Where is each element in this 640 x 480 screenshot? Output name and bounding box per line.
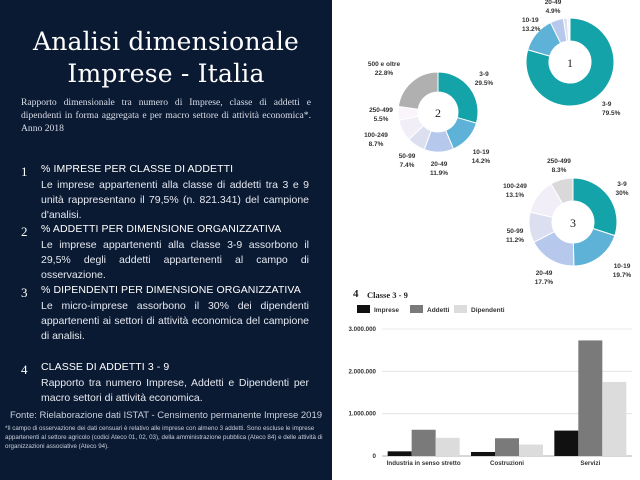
- slice-value: 8.3%: [551, 167, 567, 174]
- slice-value: 29.5%: [474, 80, 494, 87]
- slice-value: 8.7%: [368, 141, 384, 148]
- slice-value: 17.7%: [534, 279, 554, 286]
- slice-value: 19.7%: [612, 272, 632, 279]
- bar-chart-title: Classe 3 - 9: [367, 290, 408, 300]
- bar-chart-number: 4: [353, 288, 359, 300]
- legend-swatch: [410, 305, 423, 313]
- section-body: Le micro-imprese assorbono il 30% dei dipendenti appartenenti ai settori di attività economica del campione di analisi.: [41, 300, 309, 342]
- bar-chart: [332, 300, 640, 470]
- bar-addetti: [412, 430, 436, 456]
- donut-number: 2: [435, 106, 441, 120]
- legend-label: Dipendenti: [471, 307, 505, 314]
- slice-value: 22.8%: [374, 70, 394, 77]
- slice-label: 20-49: [430, 161, 448, 168]
- slice-value: 11.9%: [429, 170, 449, 177]
- chart-legend: [357, 305, 505, 314]
- donut-charts: [332, 0, 640, 290]
- slice-value: 14.2%: [471, 158, 491, 165]
- bar-dipendenti: [602, 382, 626, 456]
- legend-swatch: [454, 305, 467, 313]
- y-tick-label: 3.000.000: [348, 326, 376, 333]
- x-tick-label: Industria in senso stretto: [386, 460, 461, 467]
- slice-label: 100-249: [364, 132, 388, 139]
- y-tick-label: 2.000.000: [348, 368, 376, 376]
- bar-imprese: [471, 452, 495, 456]
- legend-label: Imprese: [374, 307, 399, 314]
- slice-value: 5.5%: [373, 116, 389, 123]
- footnote: *Il campo di osservazione dei dati censuari è relativo alle imprese con almeno 3 addetti. Sono escluse le imprese appartenenti al settore agricolo (codici Ateco 01, 02, 03), della amministrazione pubblica (Ateco 84) e delle attività di organizzazioni associative (Ateco 94).: [5, 425, 323, 450]
- slice-value: 30%: [615, 190, 629, 197]
- bar-addetti: [578, 340, 602, 456]
- donut-number: 1: [567, 56, 573, 70]
- x-tick-label: Costruzioni: [489, 460, 525, 467]
- section-heading: % IMPRESE PER CLASSE DI ADDETTI: [41, 163, 234, 175]
- donut-chart-3: [503, 158, 631, 286]
- slice-value: 4.9%: [545, 8, 561, 15]
- slice-label: 10-19: [613, 263, 631, 270]
- bar-imprese: [388, 451, 412, 456]
- slice-value: 79.5%: [602, 110, 621, 117]
- slice-label: 250-499: [547, 158, 571, 165]
- legend-label: Addetti: [427, 307, 450, 314]
- section-heading: CLASSE DI ADDETTI 3 - 9: [41, 361, 170, 373]
- bar-dipendenti: [436, 438, 460, 456]
- section-number: 4: [21, 362, 28, 377]
- slice-label: 500 e oltre: [367, 61, 401, 68]
- slice-value: 13.1%: [505, 192, 525, 199]
- slice-label: 3-9: [602, 101, 612, 108]
- slice-label: 20-49: [544, 0, 562, 6]
- section-number: 2: [21, 224, 28, 239]
- slice-label: 10-19: [522, 17, 539, 24]
- y-tick-label: 1.000.000: [348, 410, 376, 418]
- page-title-line2: Imprese - Italia: [67, 59, 265, 88]
- donut-chart-1: [522, 0, 621, 117]
- slice-label: 250-499: [369, 107, 393, 114]
- slice-label: 10-19: [472, 149, 490, 156]
- slice-label: 3-9: [479, 71, 489, 78]
- slice-label: 20-49: [535, 270, 553, 277]
- legend-swatch: [357, 305, 370, 313]
- bar-addetti: [495, 438, 519, 456]
- slice-label: 50-99: [398, 153, 416, 160]
- x-tick-label: Servizi: [580, 460, 601, 467]
- section-heading: % ADDETTI PER DIMENSIONE ORGANIZZATIVA: [41, 223, 282, 235]
- slice-value: 13.2%: [522, 26, 541, 33]
- slice-label: 3-9: [617, 181, 627, 188]
- subtitle: Rapporto dimensionale tra numero di Imprese, classe di addetti e dipendenti in forma aggregata e per macro settore di attività economica*. Anno 2018: [21, 97, 311, 134]
- section-heading: % DIPENDENTI PER DIMENSIONE ORGANIZZATIVA: [41, 284, 301, 296]
- section-body: Le imprese appartenenti alla classe 3-9 assorbono il 29,5% degli addetti appartenenti al campo di osservazione.: [41, 239, 309, 281]
- section-body: Le imprese appartenenti alla classe di addetti tra 3 e 9 unità rappresentano il 79,5% (n. 821.341) del campione d'analisi.: [41, 179, 309, 221]
- section-body: Rapporto tra numero Imprese, Addetti e Dipendenti per macro settori di attività economica.: [41, 377, 309, 404]
- bar-imprese: [554, 431, 578, 456]
- y-tick-label: 0: [372, 453, 376, 460]
- source-note: Fonte: Rielaborazione dati ISTAT - Censimento permanente Imprese 2019: [9, 410, 323, 421]
- donut-number: 3: [570, 216, 576, 230]
- slice-label: 50-99: [506, 228, 524, 235]
- slice-value: 11.2%: [505, 237, 525, 244]
- page-title-line1: Analisi dimensionale: [32, 27, 300, 56]
- donut-chart-2: [364, 61, 493, 177]
- slice-value: 7.4%: [399, 162, 415, 169]
- slice-label: 100-249: [503, 183, 527, 190]
- section-number: 1: [21, 164, 28, 179]
- bar-dipendenti: [519, 445, 543, 456]
- section-number: 3: [21, 285, 28, 300]
